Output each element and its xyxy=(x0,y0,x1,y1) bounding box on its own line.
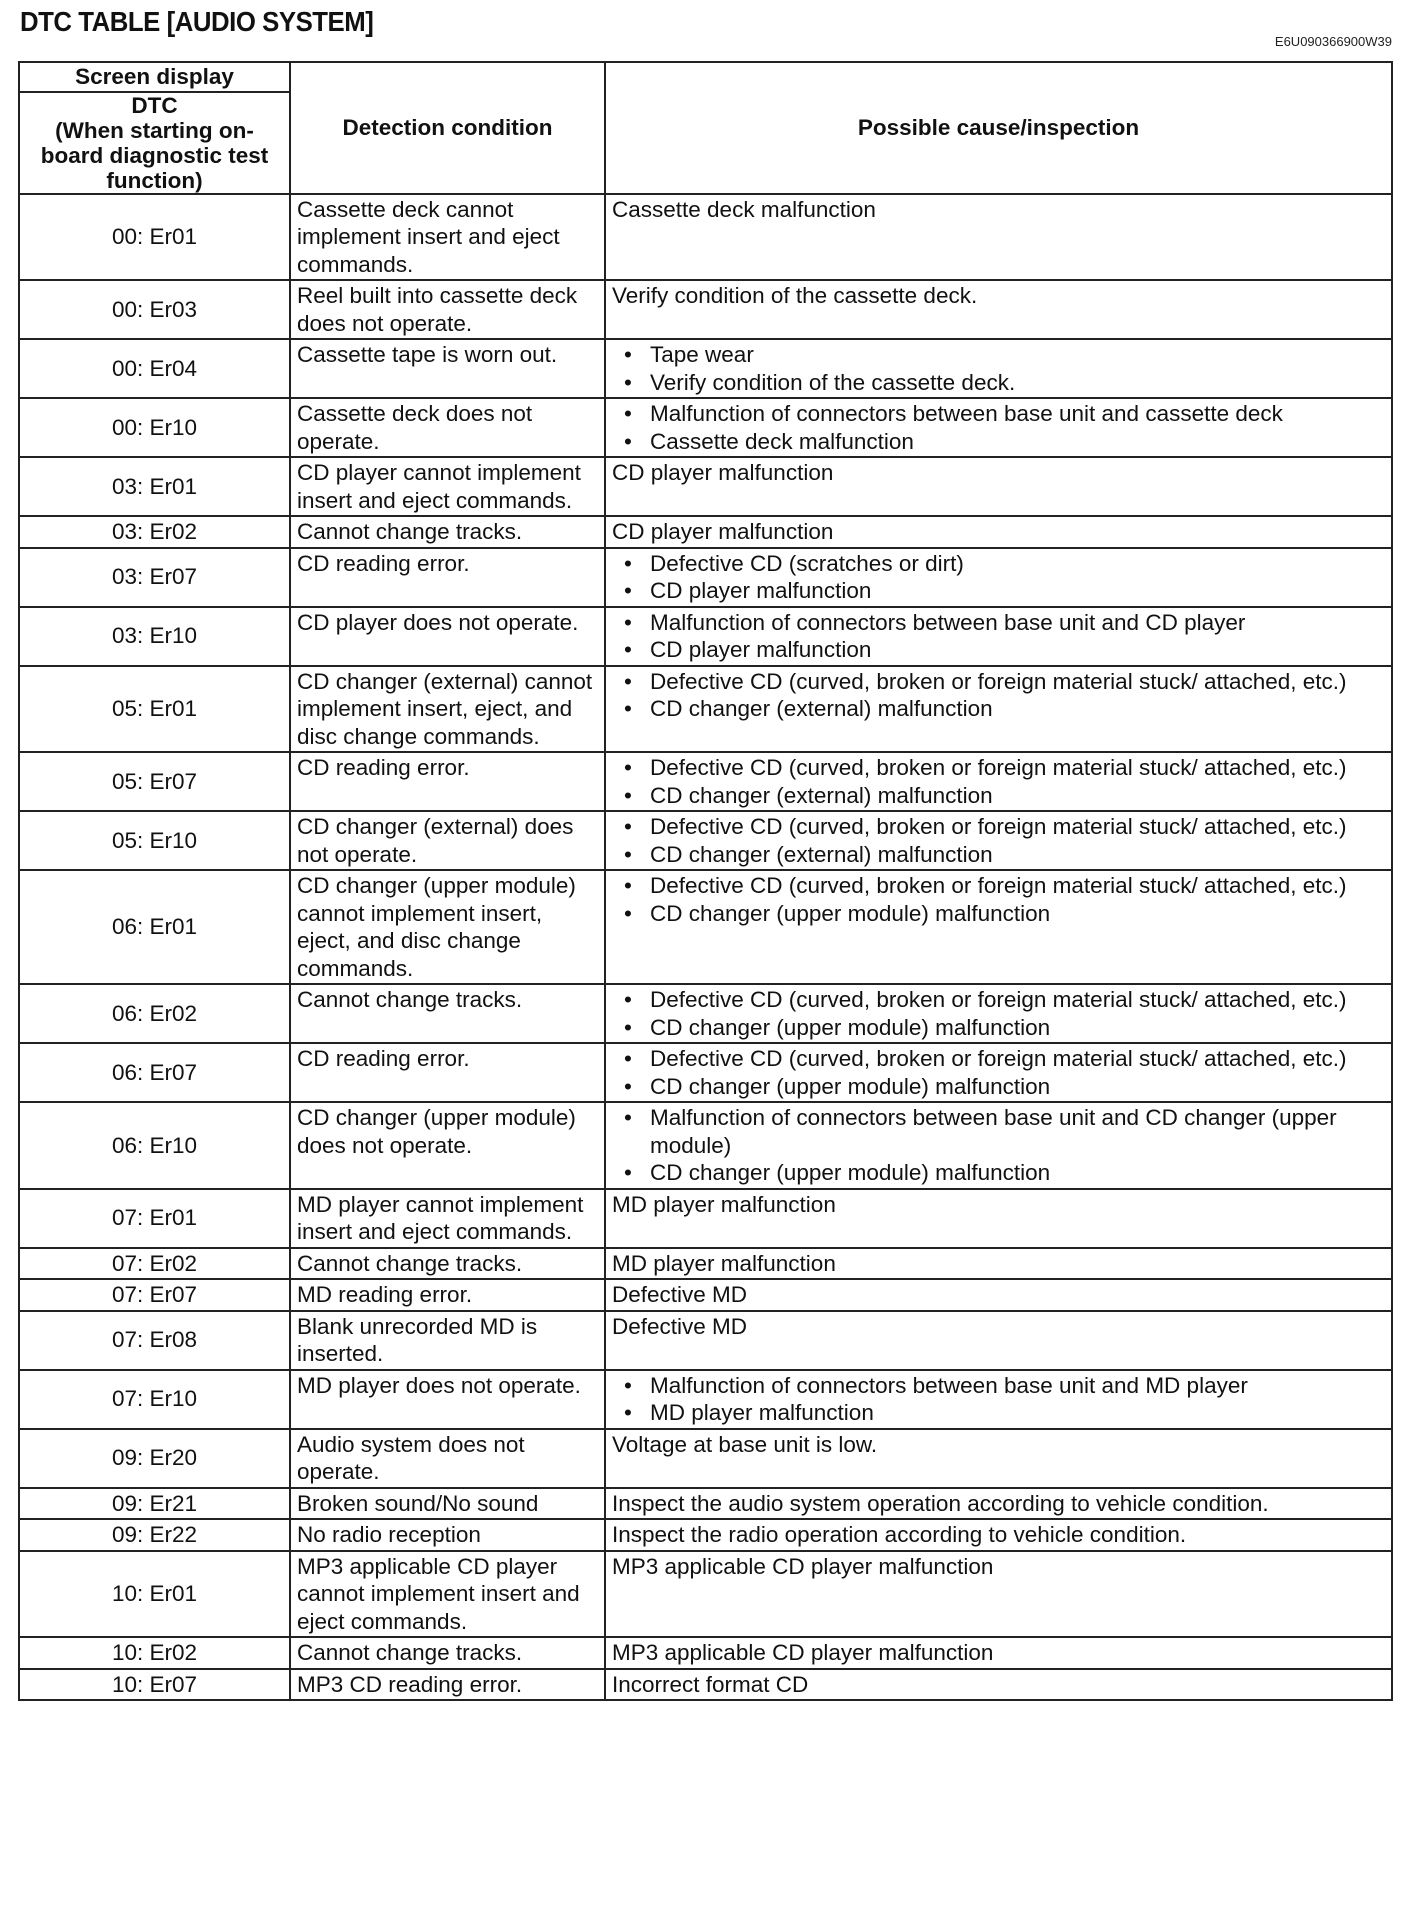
dtc-code-cell: 06: Er01 xyxy=(19,870,290,984)
cause-text: MD player malfunction xyxy=(612,1191,836,1217)
cause-text: Defective MD xyxy=(612,1282,748,1307)
dtc-code-cell: 03: Er02 xyxy=(19,516,290,548)
cause-list-item: • Verify condition of the cassette deck. xyxy=(612,369,1385,397)
cause-text: Verify condition of the cassette deck. xyxy=(612,283,978,308)
table-row xyxy=(19,339,1392,398)
table-header xyxy=(19,62,1392,194)
possible-cause-cell xyxy=(605,1248,1392,1280)
dtc-code-cell: 00: Er03 xyxy=(19,280,290,339)
cause-list-item: • CD changer (upper module) malfunction xyxy=(612,1014,1385,1042)
cause-list-item: • Defective CD (curved, broken or foreign material stuck/ attached, etc.) xyxy=(612,754,1385,782)
cause-text: Voltage at base unit is low. xyxy=(612,1431,878,1457)
detection-condition-cell: Broken sound/No sound xyxy=(290,1488,605,1520)
possible-cause-cell xyxy=(605,870,1392,984)
dtc-code-cell: 00: Er10 xyxy=(19,398,290,457)
dtc-code-cell: 10: Er02 xyxy=(19,1637,290,1669)
dtc-code-cell: 00: Er01 xyxy=(19,194,290,281)
possible-cause-cell xyxy=(605,811,1392,870)
detection-condition-cell: Reel built into cassette deck does not operate. xyxy=(290,280,605,339)
detection-condition-cell: CD player cannot implement insert and eject commands. xyxy=(290,457,605,516)
table-row xyxy=(19,1279,1392,1311)
cause-text: CD player malfunction xyxy=(612,519,834,544)
cause-list xyxy=(612,754,1385,809)
table-row xyxy=(19,1043,1392,1102)
detection-condition-cell: Blank unrecorded MD is inserted. xyxy=(290,1311,605,1370)
dtc-code-cell: 09: Er21 xyxy=(19,1488,290,1520)
detection-condition-cell: CD reading error. xyxy=(290,548,605,607)
detection-condition-cell: Audio system does not operate. xyxy=(290,1429,605,1488)
document-code: E6U090366900W39 xyxy=(1274,34,1392,49)
dtc-code-cell: 09: Er22 xyxy=(19,1519,290,1551)
dtc-code-cell: 03: Er10 xyxy=(19,607,290,666)
table-row xyxy=(19,1102,1392,1189)
table-row xyxy=(19,1429,1392,1488)
possible-cause-cell xyxy=(605,516,1392,548)
cause-list-item: • Defective CD (scratches or dirt) xyxy=(612,550,1385,578)
dtc-code-cell: 07: Er08 xyxy=(19,1311,290,1370)
cause-list-item: • Defective CD (curved, broken or foreign material stuck/ attached, etc.) xyxy=(612,813,1385,841)
cause-text: Inspect the radio operation according to vehicle condition. xyxy=(612,1522,1187,1547)
table-row xyxy=(19,1189,1392,1248)
possible-cause-cell xyxy=(605,984,1392,1043)
cause-list xyxy=(612,341,1385,396)
dtc-header xyxy=(19,92,290,194)
table-row xyxy=(19,752,1392,811)
cause-list xyxy=(612,609,1385,664)
screen-display-header: Screen display xyxy=(19,62,290,92)
dtc-code-cell: 03: Er01 xyxy=(19,457,290,516)
cause-list-item: • Malfunction of connectors between base unit and cassette deck xyxy=(612,400,1385,428)
cause-list xyxy=(612,1104,1385,1187)
table-row xyxy=(19,280,1392,339)
possible-cause-cell xyxy=(605,607,1392,666)
page-title: DTC TABLE [AUDIO SYSTEM] xyxy=(20,6,374,37)
detection-condition-cell: MD player cannot implement insert and eject commands. xyxy=(290,1189,605,1248)
possible-cause-cell xyxy=(605,1637,1392,1669)
detection-condition-cell: CD reading error. xyxy=(290,1043,605,1102)
cause-text: Incorrect format CD xyxy=(612,1671,809,1697)
dtc-code-cell: 10: Er07 xyxy=(19,1669,290,1701)
cause-list xyxy=(612,668,1385,723)
possible-cause-cell xyxy=(605,548,1392,607)
table-row xyxy=(19,1519,1392,1551)
possible-cause-cell xyxy=(605,1519,1392,1551)
cause-text: Inspect the audio system operation according to vehicle condition. xyxy=(612,1490,1269,1516)
dtc-code-cell: 05: Er10 xyxy=(19,811,290,870)
possible-cause-cell xyxy=(605,339,1392,398)
dtc-code-cell: 07: Er02 xyxy=(19,1248,290,1280)
dtc-header-note: (When starting on-board diagnostic test function) xyxy=(40,117,269,193)
cause-list xyxy=(612,1372,1385,1427)
detection-condition-cell: CD player does not operate. xyxy=(290,607,605,666)
cause-list-item: • CD player malfunction xyxy=(612,577,1385,605)
cause-text: MD player malfunction xyxy=(612,1250,836,1276)
detection-condition-cell: CD changer (external) cannot implement insert, eject, and disc change commands. xyxy=(290,666,605,753)
cause-text: CD player malfunction xyxy=(612,460,834,485)
detection-condition-cell: Cannot change tracks. xyxy=(290,984,605,1043)
detection-condition-cell: MD reading error. xyxy=(290,1279,605,1311)
cause-text: MP3 applicable CD player malfunction xyxy=(612,1640,994,1665)
dtc-table xyxy=(18,61,1393,1701)
possible-cause-cell xyxy=(605,1488,1392,1520)
cause-list-item: • Malfunction of connectors between base unit and CD player xyxy=(612,609,1385,637)
possible-cause-header: Possible cause/inspection xyxy=(605,62,1392,194)
detection-condition-cell: Cassette tape is worn out. xyxy=(290,339,605,398)
dtc-header-label: DTC xyxy=(131,92,178,118)
detection-condition-cell: CD changer (upper module) does not operate. xyxy=(290,1102,605,1189)
table-row xyxy=(19,666,1392,753)
detection-condition-cell: Cassette deck cannot implement insert and eject commands. xyxy=(290,194,605,281)
table-row xyxy=(19,1311,1392,1370)
dtc-code-cell: 06: Er02 xyxy=(19,984,290,1043)
cause-list-item: • CD player malfunction xyxy=(612,636,1385,664)
cause-list-item: • Defective CD (curved, broken or foreign material stuck/ attached, etc.) xyxy=(612,986,1385,1014)
detection-condition-cell: No radio reception xyxy=(290,1519,605,1551)
table-row xyxy=(19,548,1392,607)
detection-condition-cell: Cannot change tracks. xyxy=(290,1637,605,1669)
cause-list xyxy=(612,872,1385,927)
cause-text: Defective MD xyxy=(612,1313,748,1339)
cause-list-item: • MD player malfunction xyxy=(612,1399,1385,1427)
table-body xyxy=(19,194,1392,1701)
dtc-code-cell: 06: Er10 xyxy=(19,1102,290,1189)
detection-condition-cell: MD player does not operate. xyxy=(290,1370,605,1429)
dtc-code-cell: 05: Er01 xyxy=(19,666,290,753)
table-row xyxy=(19,516,1392,548)
table-row xyxy=(19,607,1392,666)
cause-text: MP3 applicable CD player malfunction xyxy=(612,1553,994,1579)
cause-list-item: • Defective CD (curved, broken or foreign material stuck/ attached, etc.) xyxy=(612,668,1385,696)
table-row xyxy=(19,1637,1392,1669)
cause-list xyxy=(612,550,1385,605)
possible-cause-cell xyxy=(605,1370,1392,1429)
detection-condition-cell: Cassette deck does not operate. xyxy=(290,398,605,457)
cause-text: Cassette deck malfunction xyxy=(612,196,876,222)
table-row xyxy=(19,1551,1392,1638)
possible-cause-cell xyxy=(605,280,1392,339)
cause-list-item: • CD changer (upper module) malfunction xyxy=(612,1159,1385,1187)
cause-list-item: • CD changer (upper module) malfunction xyxy=(612,1073,1385,1101)
cause-list xyxy=(612,813,1385,868)
cause-list-item: • CD changer (external) malfunction xyxy=(612,695,1385,723)
table-row xyxy=(19,984,1392,1043)
dtc-code-cell: 07: Er10 xyxy=(19,1370,290,1429)
dtc-code-cell: 03: Er07 xyxy=(19,548,290,607)
table-row xyxy=(19,194,1392,281)
detection-condition-cell: MP3 CD reading error. xyxy=(290,1669,605,1701)
possible-cause-cell xyxy=(605,1311,1392,1370)
possible-cause-cell xyxy=(605,194,1392,281)
cause-list-item: • Cassette deck malfunction xyxy=(612,428,1385,456)
possible-cause-cell xyxy=(605,666,1392,753)
table-row xyxy=(19,1669,1392,1701)
dtc-code-cell: 10: Er01 xyxy=(19,1551,290,1638)
possible-cause-cell xyxy=(605,1043,1392,1102)
dtc-code-cell: 07: Er01 xyxy=(19,1189,290,1248)
cause-list-item: • Malfunction of connectors between base unit and CD changer (upper module) xyxy=(612,1104,1385,1159)
possible-cause-cell xyxy=(605,1551,1392,1638)
detection-condition-cell: Cannot change tracks. xyxy=(290,516,605,548)
dtc-code-cell: 00: Er04 xyxy=(19,339,290,398)
possible-cause-cell xyxy=(605,1429,1392,1488)
cause-list xyxy=(612,400,1385,455)
table-row xyxy=(19,398,1392,457)
cause-list-item: • Defective CD (curved, broken or foreign material stuck/ attached, etc.) xyxy=(612,1045,1385,1073)
cause-list-item: • CD changer (external) malfunction xyxy=(612,841,1385,869)
dtc-code-cell: 06: Er07 xyxy=(19,1043,290,1102)
detection-condition-cell: CD reading error. xyxy=(290,752,605,811)
table-row xyxy=(19,1248,1392,1280)
table-row xyxy=(19,1488,1392,1520)
detection-condition-cell: MP3 applicable CD player cannot implement insert and eject commands. xyxy=(290,1551,605,1638)
cause-list-item: • Tape wear xyxy=(612,341,1385,369)
possible-cause-cell xyxy=(605,398,1392,457)
detection-condition-cell: CD changer (upper module) cannot implement insert, eject, and disc change commands. xyxy=(290,870,605,984)
possible-cause-cell xyxy=(605,752,1392,811)
detection-condition-header: Detection condition xyxy=(290,62,605,194)
table-row xyxy=(19,457,1392,516)
cause-list xyxy=(612,1045,1385,1100)
table-row xyxy=(19,1370,1392,1429)
cause-list xyxy=(612,986,1385,1041)
cause-list-item: • CD changer (external) malfunction xyxy=(612,782,1385,810)
dtc-code-cell: 07: Er07 xyxy=(19,1279,290,1311)
possible-cause-cell xyxy=(605,1189,1392,1248)
dtc-code-cell: 05: Er07 xyxy=(19,752,290,811)
possible-cause-cell xyxy=(605,457,1392,516)
detection-condition-cell: Cannot change tracks. xyxy=(290,1248,605,1280)
table-row xyxy=(19,870,1392,984)
dtc-code-cell: 09: Er20 xyxy=(19,1429,290,1488)
cause-list-item: • Defective CD (curved, broken or foreign material stuck/ attached, etc.) xyxy=(612,872,1385,900)
possible-cause-cell xyxy=(605,1279,1392,1311)
possible-cause-cell xyxy=(605,1669,1392,1701)
cause-list-item: • Malfunction of connectors between base unit and MD player xyxy=(612,1372,1385,1400)
table-row xyxy=(19,811,1392,870)
possible-cause-cell xyxy=(605,1102,1392,1189)
detection-condition-cell: CD changer (external) does not operate. xyxy=(290,811,605,870)
cause-list-item: • CD changer (upper module) malfunction xyxy=(612,900,1385,928)
